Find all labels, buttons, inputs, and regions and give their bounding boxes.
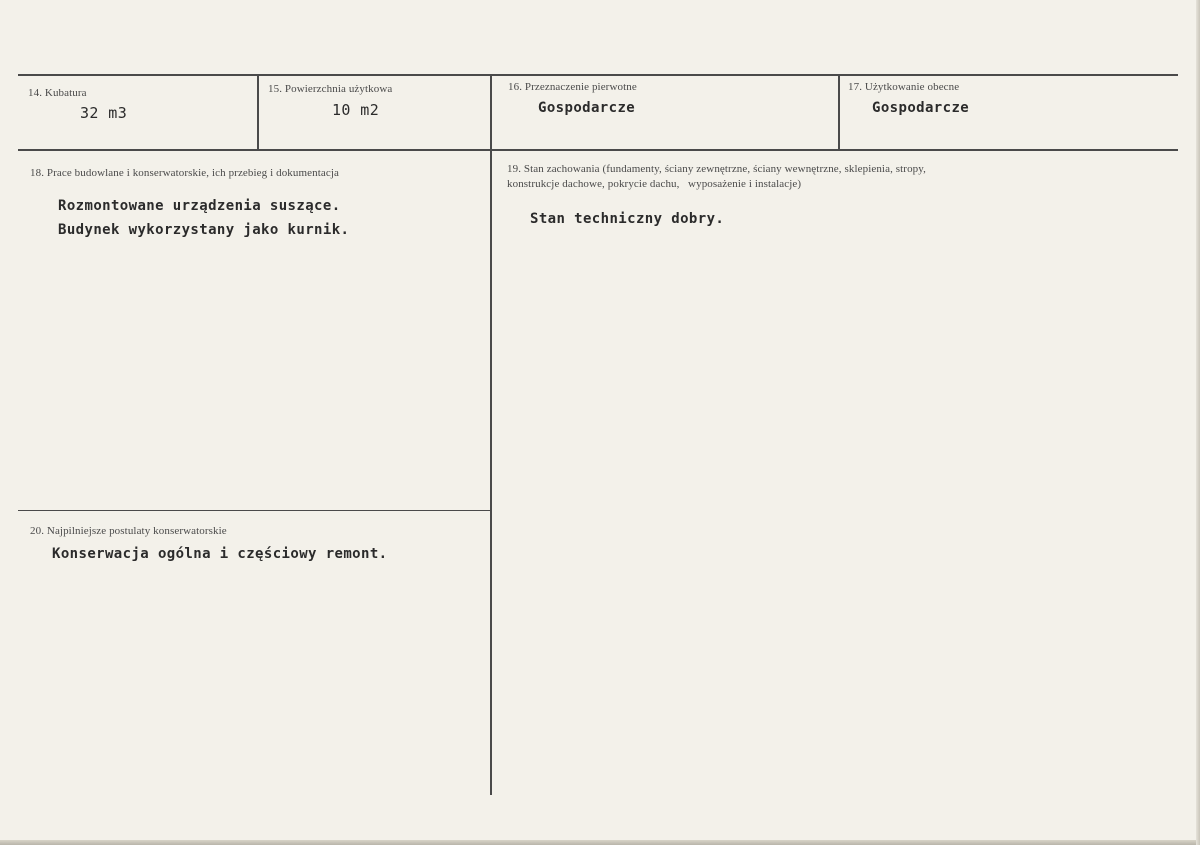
przeznaczenie-label: 16. Przeznaczenie pierwotne <box>508 81 637 93</box>
postulaty-value: Konserwacja ogólna i częściowy remont. <box>52 546 388 562</box>
kubatura-label: 14. Kubatura <box>28 87 87 99</box>
top-rule <box>18 74 1178 76</box>
column-divider-3 <box>838 75 840 149</box>
section-divider <box>18 510 490 511</box>
prace-budowlane-line-2: Budynek wykorzystany jako kurnik. <box>58 222 350 238</box>
column-divider-2 <box>490 75 492 795</box>
card-right-edge <box>1196 0 1200 845</box>
stan-zachowania-value: Stan techniczny dobry. <box>530 211 725 227</box>
stan-zachowania-label-line-2: konstrukcje dachowe, pokrycie dachu, wyposażenie i instalacje) <box>507 178 802 190</box>
uzytkowanie-label: 17. Użytkowanie obecne <box>848 81 960 93</box>
przeznaczenie-value: Gospodarcze <box>538 100 636 116</box>
powierzchnia-label: 15. Powierzchnia użytkowa <box>268 83 393 95</box>
postulaty-label: 20. Najpilniejsze postulaty konserwatorskie <box>30 525 227 537</box>
stan-zachowania-label-line-1: 19. Stan zachowania (fundamenty, ściany zewnętrzne, ściany wewnętrzne, sklepienia, stropy, <box>507 163 927 175</box>
row-divider <box>18 149 1178 151</box>
kubatura-value: 32 m3 <box>80 104 128 122</box>
prace-budowlane-label: 18. Prace budowlane i konserwatorskie, ich przebieg i dokumentacja <box>30 167 339 179</box>
card-bottom-edge <box>0 840 1200 845</box>
powierzchnia-value: 10 m2 <box>332 101 380 119</box>
column-divider-1 <box>257 75 259 149</box>
prace-budowlane-line-1: Rozmontowane urządzenia suszące. <box>58 198 341 214</box>
uzytkowanie-value: Gospodarcze <box>872 100 970 116</box>
